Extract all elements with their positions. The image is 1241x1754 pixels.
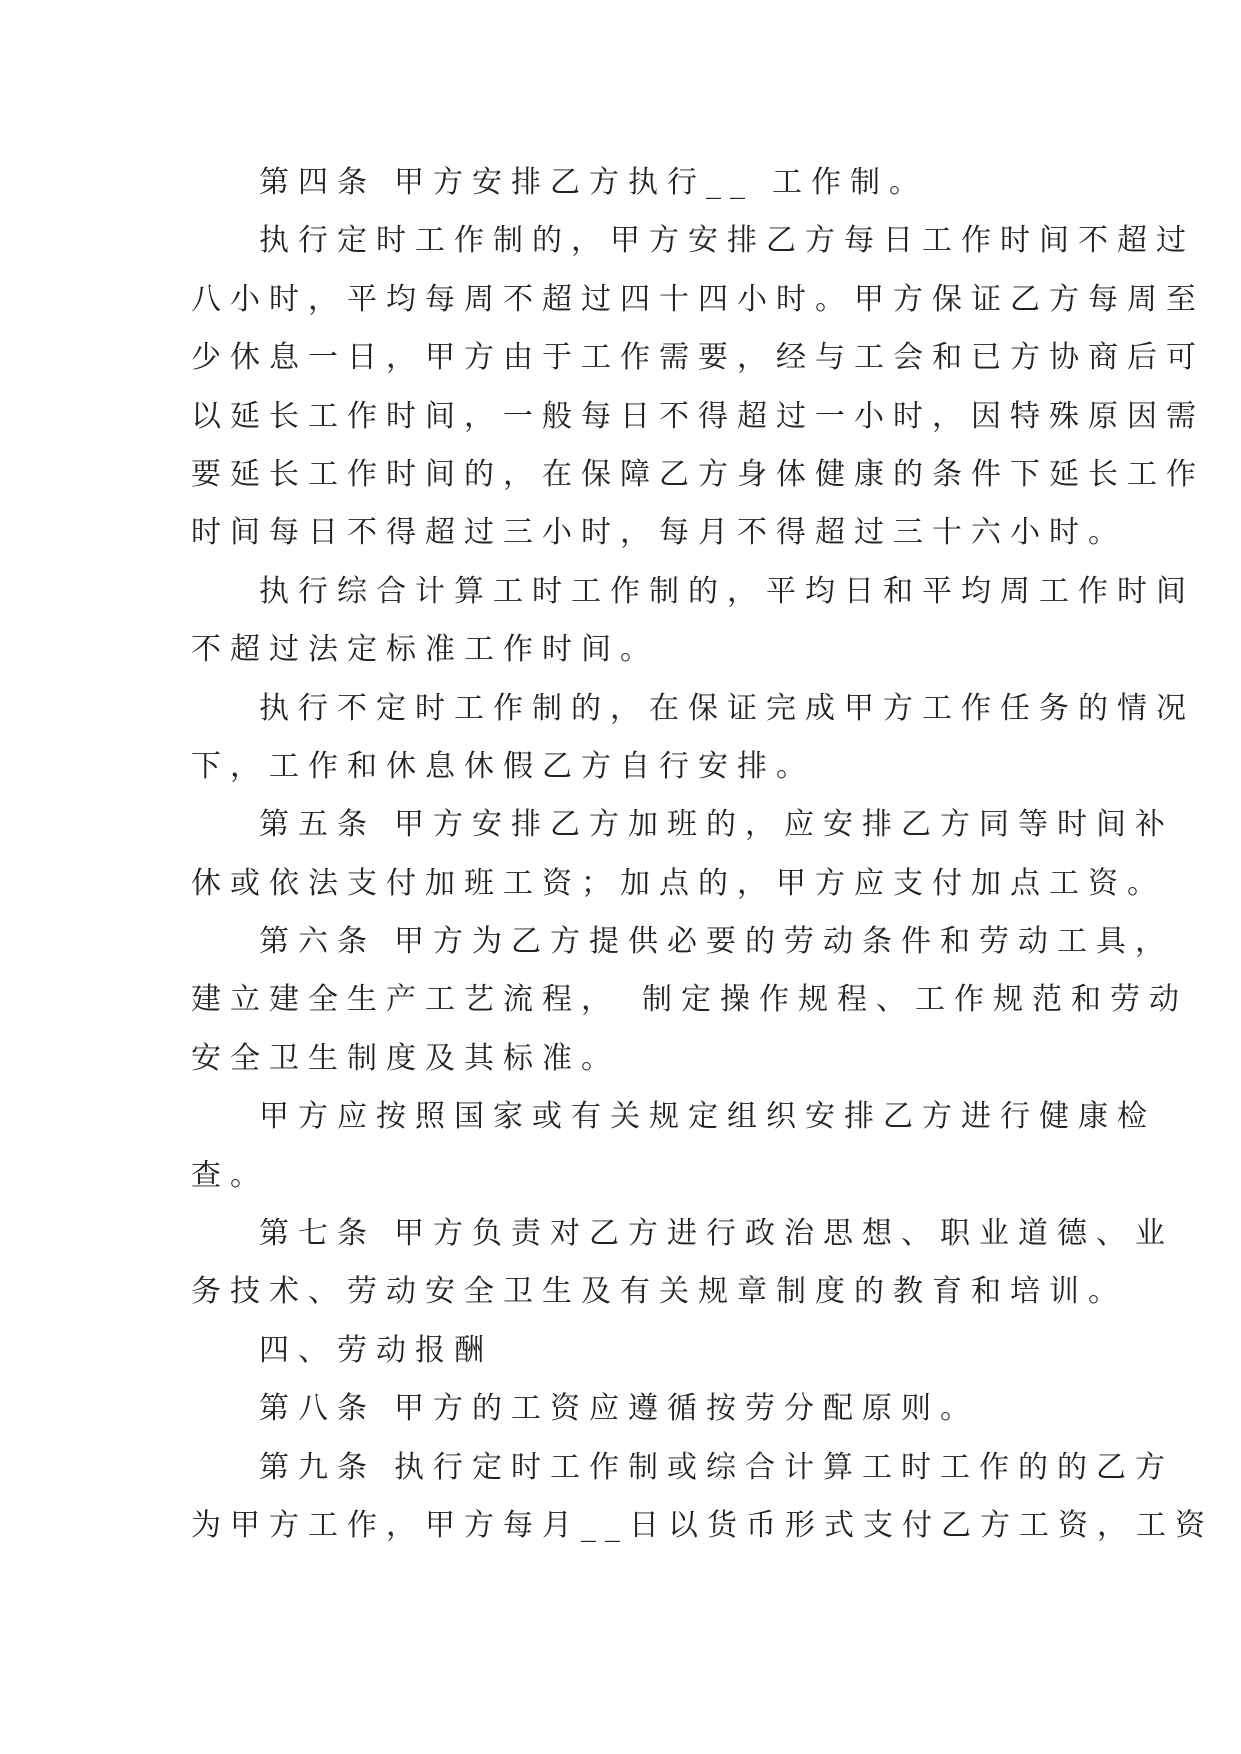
text-line: 时间每日不得超过三小时，每月不得超过三十六小时。 <box>191 515 1127 551</box>
text-line: 执行综合计算工时工作制的，平均日和平均周工作时间 <box>259 573 1195 609</box>
text-line: 查。 <box>191 1157 269 1193</box>
text-segment: 建立建全生产工艺流程， <box>191 982 620 1018</box>
text-line: 为甲方工作，甲方每月__日以货币形式支付乙方工资，工资 <box>191 1507 1214 1543</box>
text-line: 休或依法支付加班工资；加点的，甲方应支付加点工资。 <box>191 865 1166 901</box>
text-line: 执行不定时工作制的，在保证完成甲方工作任务的情况 <box>259 690 1195 726</box>
blank-field: __ <box>706 165 754 200</box>
text-line: 务技术、劳动安全卫生及有关规章制度的教育和培训。 <box>191 1274 1127 1310</box>
text-line: 要延长工作时间的，在保障乙方身体健康的条件下延长工作 <box>191 456 1205 492</box>
article-number: 第五条 <box>259 807 376 843</box>
text-line: 八小时，平均每周不超过四十四小时。甲方保证乙方每周至 <box>191 281 1205 317</box>
text-line: 甲方应按照国家或有关规定组织安排乙方进行健康检 <box>259 1099 1156 1135</box>
article-number: 第四条 <box>259 165 376 200</box>
text-line: 执行定时工作制的，甲方安排乙方每日工作时间不超过 <box>259 223 1195 259</box>
article-number: 第九条 <box>259 1449 376 1485</box>
article-text: 甲方安排乙方加班的，应安排乙方同等时间补 <box>394 807 1174 843</box>
article-9-line <box>191 1439 1174 1497</box>
section-heading: 四、劳动报酬 <box>259 1332 493 1368</box>
article-number: 第六条 <box>259 924 376 960</box>
article-7-line <box>191 1205 1174 1263</box>
article-text: 甲方为乙方提供必要的劳动条件和劳动工具， <box>394 924 1174 960</box>
article-number: 第七条 <box>259 1216 376 1252</box>
document-body <box>191 154 1214 1555</box>
text-segment: 制定操作规程、工作规范和劳动 <box>642 982 1188 1018</box>
article-4-line <box>191 154 1051 212</box>
text-line: 少休息一日，甲方由于工作需要，经与工会和已方协商后可 <box>191 340 1205 376</box>
text-line: 下，工作和休息休假乙方自行安排。 <box>191 748 815 784</box>
article-5-line <box>191 796 1174 854</box>
article-number: 第八条 <box>259 1391 376 1427</box>
text-line: 安全卫生制度及其标准。 <box>191 1040 620 1076</box>
article-6-line <box>191 913 1174 971</box>
text-line: 不超过法定标准工作时间。 <box>191 632 659 668</box>
text-line: 以延长工作时间，一般每日不得超过一小时，因特殊原因需 <box>191 398 1205 434</box>
article-text-end: 工作制。 <box>772 165 928 200</box>
article-text: 甲方的工资应遵循按劳分配原则。 <box>394 1391 979 1427</box>
article-text: 甲方负责对乙方进行政治思想、职业道德、业 <box>394 1216 1174 1252</box>
text-line <box>191 971 1188 1029</box>
article-8-line <box>191 1380 1051 1438</box>
article-text: 甲方安排乙方执行 <box>394 165 706 200</box>
article-text: 执行定时工作制或综合计算工时工作的的乙方 <box>394 1449 1174 1485</box>
